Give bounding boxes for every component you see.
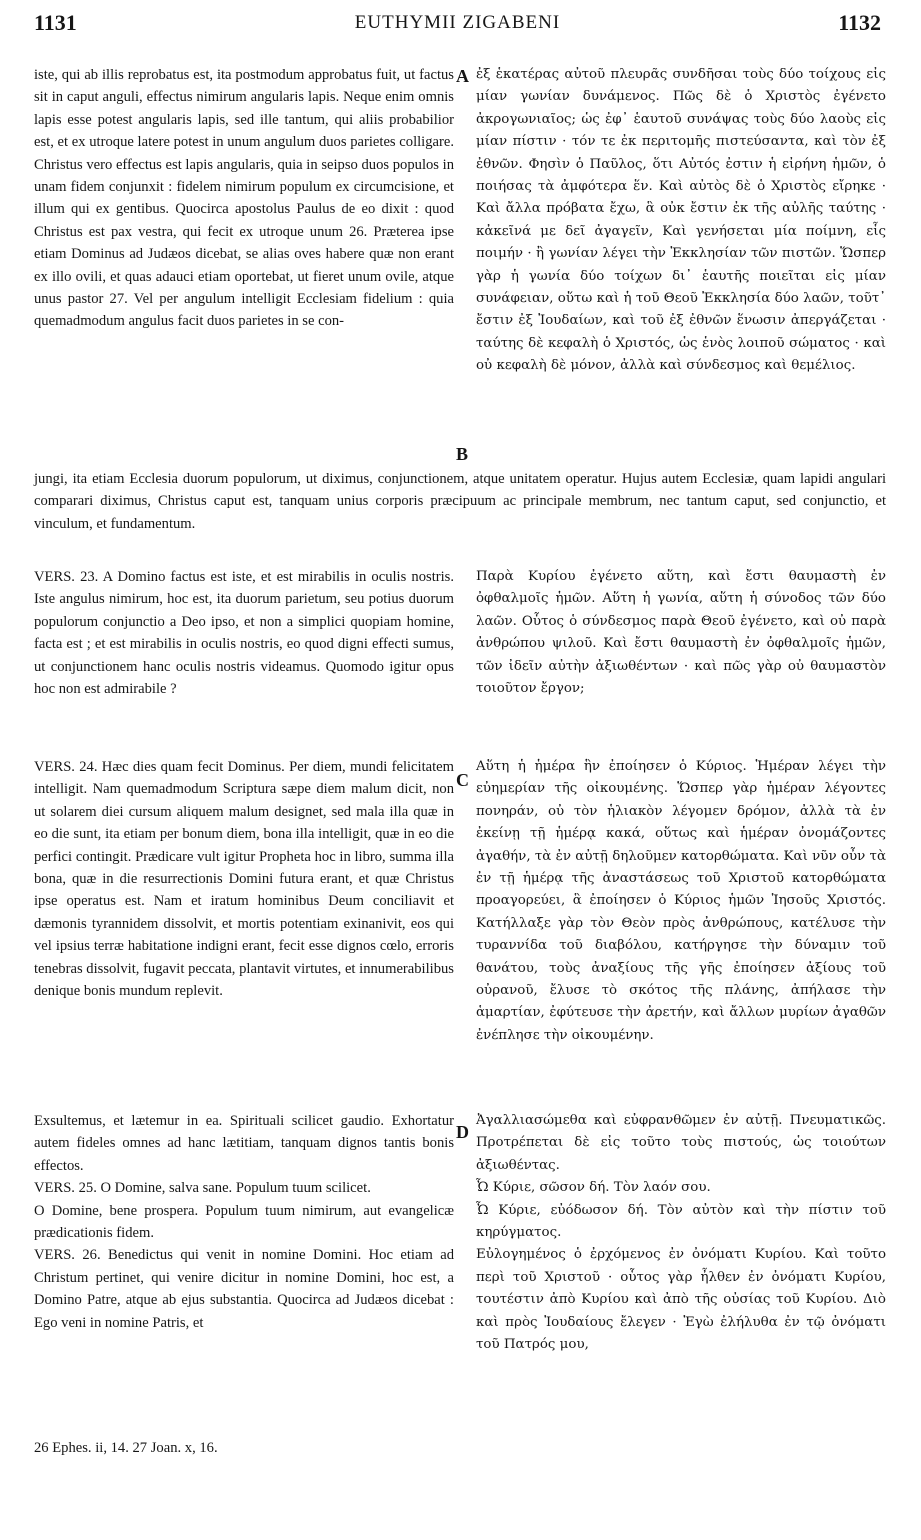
page-header <box>34 10 881 50</box>
running-title: EUTHYMII ZIGABENI <box>354 12 561 33</box>
margin-letter-d: D <box>456 1122 469 1142</box>
margin-letter-c: C <box>456 770 469 790</box>
greek-column-block-1: ἐξ ἑκατέρας αὐτοῦ πλευρᾶς συνδῆσαι τοὺς δύο τοίχους εἰς μίαν γωνίαν δυνάμενος. Πῶς δὲ ὁ Χριστὸς ἐγένετο ἀκρογωνιαῖος; ὡς ἐφ᾿ ἑαυτοῦ συνάψας τοὺς δύο λαοὺς εἰς μίαν πίστιν · τόν τε ἐκ περιτομῆς πιστεύσαντα, καὶ τὸν ἐξ ἐθνῶν. Φησὶν ὁ Παῦλος, ὅτι Αὐτός ἐστιν ἡ εἰρήνη ἡμῶν, ὁ ποιήσας τὰ ἀμφότερα ἕν. Καὶ αὐτὸς δὲ ὁ Χριστὸς εἴρηκε · Καὶ ἄλλα πρόβατα ἔχω, ἃ οὐκ ἔστιν ἐκ τῆς αὐλῆς ταύτης · κἀκεῖνά με δεῖ ἀγαγεῖν, Καὶ γενήσεται μία ποίμνη, εἷς ποιμήν · ἢ γωνίαν λέγει τὴν Ἐκκλησίαν τῶν πιστῶν. Ὥσπερ γὰρ ἡ γωνία δύο τοίχων δι᾿ ἑαυτῆς ποιεῖται εἰς μίαν συνάφειαν, οὕτω καὶ ἡ τοῦ Θεοῦ Ἐκκλησία δύο λαῶν, τοῦτ᾿ ἔστιν ἐξ Ἰουδαίων, καὶ τοῦ ἐξ ἐθνῶν ἕνωσιν ἀπεργάζεται · ταύτης δὲ κεφαλὴ ὁ Χριστός, ὡς ἑνὸς λοιποῦ σώματος · καὶ οὐ κεφαλὴ δὲ μόνον, ἀλλὰ καὶ σύνδεσμος καὶ θεμέλιος. <box>476 67 886 374</box>
greek-column-block-2: Παρὰ Κυρίου ἐγένετο αὕτη, καὶ ἔστι θαυμαστὴ ἐν ὀφθαλμοῖς ἡμῶν. Αὕτη ἡ γωνία, αὕτη ἡ σύνοδος τῶν δύο λαῶν. Οὗτος ὁ σύνδεσμος παρὰ Θεοῦ ἐγένετο, καὶ οὐ παρὰ ἀνθρώπου ψιλοῦ. Καὶ ἔστι θαυμαστὴ ἐν ὀφθαλμοῖς ἡμῶν, τῶν ἰδεῖν αὐτὴν ἀξιωθέντων · καὶ πῶς γὰρ οὐ θαυμαστὸν τοιοῦτον ἔργον; <box>476 569 886 697</box>
latin-column-block-3: VERS. 24. Hæc dies quam fecit Dominus. Per diem, mundi felicitatem intelligit. Nam quemadmodum Scriptura sæpe diem malum dicit, non ut solarem diei cursum aliquem malum designet, sed mala illa quæ in eo die sunt, ita etiam per bonum diem, bona illa intelligit, quæ in eo die perfici contingit. Prædicare vult igitur Propheta hoc in libro, summa illa bona, quæ in die resurrectionis Domini futura erant, et quæ Christus ipse operatus est. Nam et iratum hominibus Deum conciliavit et dæmonis tyrannidem dissolvit, et mortis potentiam exinanivit, eos qui vel ipsius terræ habitatione indigni erant, fecit esse dignos cœlo, erroris tenebras dissolvit, fugavit peccata, plantavit virtutes, et innumerabilibus denique bonis mundum replevit. <box>34 759 454 1000</box>
greek-column-block-3: Αὕτη ἡ ἡμέρα ἣν ἐποίησεν ὁ Κύριος. Ἡμέραν λέγει τὴν εὐημερίαν τῆς οἰκουμένης. Ὥσπερ γὰρ ἡμέραν λέγοντες πονηράν, οὐ τὸν ἡλιακὸν λέγομεν δρόμον, ἀλλὰ τὰ ἐν ἐκείνῃ τῇ ἡμέρᾳ κακά, οὕτως καὶ ἡμέραν ὀνομάζοντες ἀγαθήν, τὰ ἐν αὐτῇ δηλοῦμεν κατορθώματα. Καὶ νῦν οὖν τὰ ἐν τῇ ἡμέρᾳ τῆς ἀναστάσεως τοῦ Χριστοῦ κατορθώματα προαγορεύει, ἃ ἐποίησεν ὁ Κύριος ἡμῶν Ἰησοῦς Χριστός. Κατήλλαξε γὰρ τὸν Θεὸν πρὸς ἀνθρώπους, κατέλυσε τὴν τυραννίδα τοῦ διαβόλου, κατήργησε τὴν δύναμιν τοῦ θανάτου, τοὺς ἀναξίους τῆς γῆς ἐποίησεν ἀξίους τοῦ οὐρανοῦ, ἔλυσε τὸ σκότος τῆς πλάνης, ἀπήλασε τὴν ἁμαρτίαν, ἐφύτευσε τὴν ἀρετήν, καὶ ἄλλων μυρίων ἀγαθῶν ἐνέπλησε τὴν οἰκουμένην. <box>476 759 886 1043</box>
latin-column-block-4: Exsultemus, et lætemur in ea. Spirituali scilicet gaudio. Exhortatur autem fideles omnes ad hanc lætitiam, tanquam dignos tantis bonis effectos. VERS. 25. O Domine, salva sane. Populum tuum scilicet. O Domine, bene prospera. Populum tuum nimirum, aut evangelicæ prædicationis fidem. VERS. 26. Benedictus qui venit in nomine Domini. Hoc etiam ad Christum pertinet, qui venire dicitur in nomine Domini, hoc est, a Domino Patre, atque ab ejus substantia. Quocirca ad Judæos dicebat : Ego veni in nomine Patris, et <box>34 1113 454 1331</box>
margin-letter-b: B <box>456 444 469 464</box>
full-width-block: jungi, ita etiam Ecclesia duorum populorum, ut diximus, conjunctionem, atque unitatem operatur. Hujus autem Ecclesiæ, quam lapidi angulari comparari diximus, Christus caput est, tanquam unius corporis præcipuum ac principale membrum, nec tantum caput, sed conjunctio, et vinculum, et fundamentum. <box>34 471 886 532</box>
footnotes: 26 Ephes. ii, 14. 27 Joan. x, 16. <box>34 1440 218 1456</box>
latin-column-block-1: iste, qui ab illis reprobatus est, ita postmodum approbatus fuit, ut factus sit in caput anguli, effectus nimirum angularis lapis. Neque enim omnis lapis esse potest angularis lapis, sed ille tantum, qui aliis probabilior est, et ex utroque latere potest in unum angulum duos parietes colligare. Christus vero effectus est lapis angularis, quia in seipso duos populos in unam fidem conjunxit : fidelem nimirum populum ex circumcisione, et illum qui ex gentibus. Quocirca apostolus Paulus de eo dixit : quod Christus est pax vestra, qui fecit ex utroque unum 26. Præterea ipse etiam Dominus ad Judæos dicebat, se alias oves habere quæ non erant ex illo ovili, et quas adauci etiam oportebat, ut fieret unum ovile, atque unus pastor 27. Vel per angulum intelligit Ecclesiam fidelium : quia quemadmodum angulus facit duos parietes in se con- <box>34 67 454 330</box>
greek-column-block-4: Ἀγαλλιασώμεθα καὶ εὐφρανθῶμεν ἐν αὐτῇ. Πνευματικῶς. Προτρέπεται δὲ εἰς τοῦτο τοὺς πιστούς, ὡς τοιούτων ἀξιωθέντας. Ὦ Κύριε, σῶσον δή. Τὸν λαόν σου. Ὦ Κύριε, εὐόδωσον δή. Τὸν αὐτὸν καὶ τὴν πίστιν τοῦ κηρύγματος. Εὐλογημένος ὁ ἐρχόμενος ἐν ὀνόματι Κυρίου. Καὶ τοῦτο περὶ τοῦ Χριστοῦ · οὗτος γὰρ ἦλθεν ἐν ὀνόματι Κυρίου, τουτέστιν ἀπὸ Κυρίου καὶ ἀπὸ τῆς οὐσίας τοῦ Κυρίου. Διὸ καὶ πρὸς Ἰουδαίους ἔλεγεν · Ἐγὼ ἐλήλυθα ἐν τῷ ὀνόματι τοῦ Πατρός μου, <box>476 1113 886 1353</box>
page-number-right: 1132 <box>838 10 881 35</box>
margin-letter-a: A <box>456 66 469 86</box>
latin-column-block-2: VERS. 23. A Domino factus est iste, et est mirabilis in oculis nostris. Iste angulus nimirum, hoc est, ita duorum parietum, seu potius duorum populorum conjunctio a Deo ipso, et non a simplici quopiam homine, facta est ; et est mirabilis in oculis nostris, eo quod digni effecti sumus, ut conjunctionem hanc oculis nostris videamus. Quomodo igitur opus hoc non est admirabile ? <box>34 569 454 698</box>
page-number-left: 1131 <box>34 10 77 35</box>
